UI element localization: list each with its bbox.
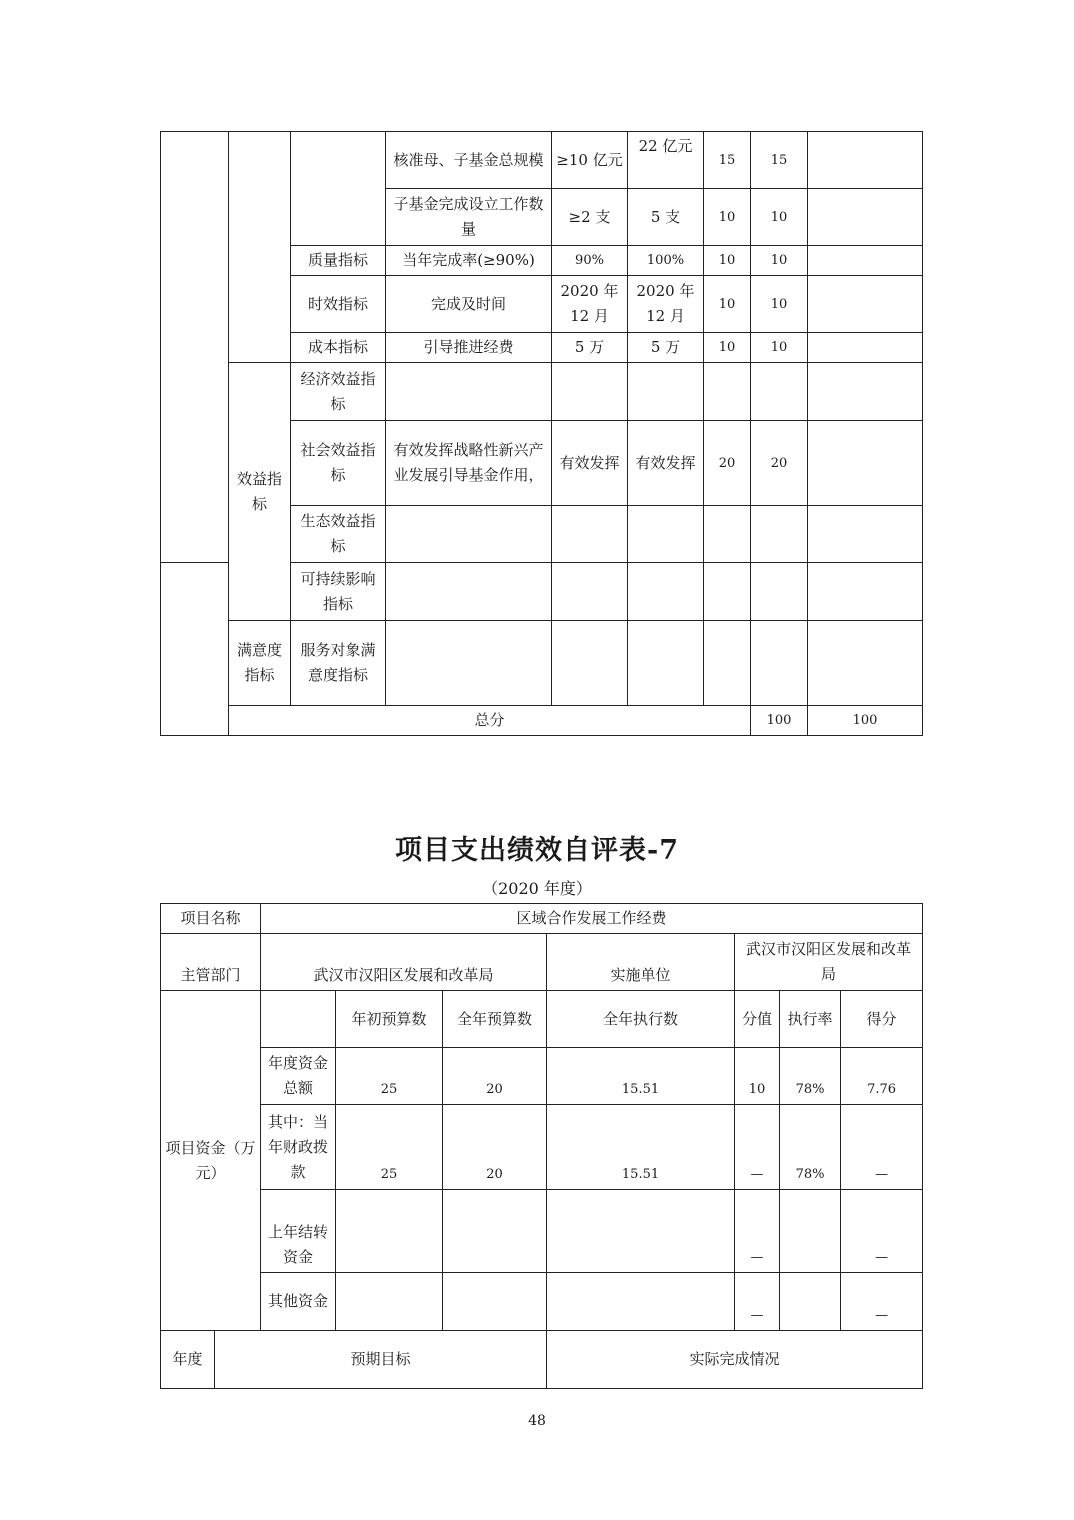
score: 7.76 <box>841 1048 923 1105</box>
note-cell <box>808 246 923 276</box>
target-value: 5 万 <box>552 333 628 363</box>
score-value <box>751 506 808 563</box>
actual-value <box>628 363 704 421</box>
indicator-name: 当年完成率(≥90%) <box>386 246 552 276</box>
total-score-label: 总分 <box>229 706 751 736</box>
output-indicator-cell <box>229 132 291 363</box>
initial-budget: 25 <box>336 1048 443 1105</box>
weight-value: 10 <box>704 189 751 246</box>
rate <box>780 1273 841 1331</box>
page-number: 48 <box>528 1413 546 1429</box>
actual-value: 22 亿元 <box>628 132 704 189</box>
impl-value: 武汉市汉阳区发展和改革局 <box>735 934 923 991</box>
score-value: 20 <box>751 421 808 506</box>
project-expenditure-table <box>160 903 923 1389</box>
impl-label: 实施单位 <box>547 934 735 991</box>
total-weight: 100 <box>751 706 808 736</box>
score-value: 10 <box>751 246 808 276</box>
weight-value: 15 <box>704 132 751 189</box>
row-label: 其中：当年财政拨款 <box>261 1105 336 1190</box>
total-score: 100 <box>808 706 923 736</box>
weight: 10 <box>735 1048 780 1105</box>
satisfaction-indicator-label: 满意度指标 <box>229 621 291 706</box>
weight-value: 10 <box>704 246 751 276</box>
indicator-name <box>386 621 552 706</box>
target-value: ≥10 亿元 <box>552 132 628 189</box>
actual-value <box>628 621 704 706</box>
weight-value <box>704 563 751 621</box>
score-value <box>751 563 808 621</box>
annual-budget <box>443 1273 547 1331</box>
economic-benefit-label: 经济效益指标 <box>291 363 386 421</box>
actual-value <box>628 506 704 563</box>
goal-blank-cell-cont <box>161 563 229 736</box>
indicator-name: 引导推进经费 <box>386 333 552 363</box>
rate: 78% <box>780 1105 841 1190</box>
year-label: 年度 <box>161 1331 215 1389</box>
target-value <box>552 363 628 421</box>
target-value: ≥2 支 <box>552 189 628 246</box>
score-value <box>751 363 808 421</box>
indicator-name <box>386 506 552 563</box>
initial-budget: 25 <box>336 1105 443 1190</box>
score-value: 15 <box>751 132 808 189</box>
target-value <box>552 563 628 621</box>
project-name-label: 项目名称 <box>161 904 261 934</box>
annual-budget <box>443 1190 547 1273</box>
annual-budget: 20 <box>443 1105 547 1190</box>
indicator-name: 子基金完成设立工作数量 <box>386 189 552 246</box>
timeliness-indicator-label: 时效指标 <box>291 276 386 333</box>
fiscal-year: （2020 年度） <box>482 879 592 898</box>
note-cell <box>808 333 923 363</box>
score-value: 10 <box>751 189 808 246</box>
initial-budget <box>336 1190 443 1273</box>
note-cell <box>808 363 923 421</box>
page-title: 项目支出绩效自评表-7 <box>395 835 679 866</box>
actual-value <box>628 563 704 621</box>
note-cell <box>808 621 923 706</box>
score: — <box>841 1190 923 1273</box>
score: — <box>841 1105 923 1190</box>
executed: 15.51 <box>547 1048 735 1105</box>
performance-indicators-table <box>160 131 923 736</box>
weight-value: 10 <box>704 333 751 363</box>
executed <box>547 1190 735 1273</box>
expected-goal-label: 预期目标 <box>215 1331 547 1389</box>
note-cell <box>808 421 923 506</box>
header-weight: 分值 <box>735 991 780 1048</box>
dept-label: 主管部门 <box>161 934 261 991</box>
header-executed: 全年执行数 <box>547 991 735 1048</box>
target-value: 有效发挥 <box>552 421 628 506</box>
actual-value: 5 万 <box>628 333 704 363</box>
actual-completion-label: 实际完成情况 <box>547 1331 923 1389</box>
header-score: 得分 <box>841 991 923 1048</box>
dept-value: 武汉市汉阳区发展和改革局 <box>261 934 547 991</box>
indicator-name <box>386 563 552 621</box>
score-value: 10 <box>751 276 808 333</box>
target-value <box>552 506 628 563</box>
weight-value: 20 <box>704 421 751 506</box>
indicator-name: 有效发挥战略性新兴产业发展引导基金作用， <box>386 421 552 506</box>
indicator-name: 核准母、子基金总规模 <box>386 132 552 189</box>
row-label: 上年结转资金 <box>261 1190 336 1273</box>
quantity-indicator-cell <box>291 132 386 246</box>
row-label: 其他资金 <box>261 1273 336 1331</box>
benefit-indicator-label: 效益指标 <box>229 363 291 621</box>
weight: — <box>735 1190 780 1273</box>
ecological-benefit-label: 生态效益指标 <box>291 506 386 563</box>
score-value: 10 <box>751 333 808 363</box>
weight-value <box>704 506 751 563</box>
executed: 15.51 <box>547 1105 735 1190</box>
note-cell <box>808 189 923 246</box>
social-benefit-label: 社会效益指标 <box>291 421 386 506</box>
weight: — <box>735 1273 780 1331</box>
target-value: 2020 年12 月 <box>552 276 628 333</box>
initial-budget <box>336 1273 443 1331</box>
note-cell <box>808 132 923 189</box>
target-value <box>552 621 628 706</box>
indicator-name <box>386 363 552 421</box>
executed <box>547 1273 735 1331</box>
header-blank <box>261 991 336 1048</box>
header-annual-budget: 全年预算数 <box>443 991 547 1048</box>
header-rate: 执行率 <box>780 991 841 1048</box>
weight-value: 10 <box>704 276 751 333</box>
actual-value: 2020 年12 月 <box>628 276 704 333</box>
weight-value <box>704 621 751 706</box>
indicator-name: 完成及时间 <box>386 276 552 333</box>
score: — <box>841 1273 923 1331</box>
annual-budget: 20 <box>443 1048 547 1105</box>
fund-label: 项目资金（万元） <box>161 991 261 1331</box>
service-satisfaction-label: 服务对象满意度指标 <box>291 621 386 706</box>
actual-value: 100% <box>628 246 704 276</box>
actual-value: 有效发挥 <box>628 421 704 506</box>
note-cell <box>808 276 923 333</box>
cost-indicator-label: 成本指标 <box>291 333 386 363</box>
weight-value <box>704 363 751 421</box>
sustainable-impact-label: 可持续影响指标 <box>291 563 386 621</box>
goal-blank-cell <box>161 132 229 563</box>
weight: — <box>735 1105 780 1190</box>
note-cell <box>808 563 923 621</box>
quality-indicator-label: 质量指标 <box>291 246 386 276</box>
rate: 78% <box>780 1048 841 1105</box>
note-cell <box>808 506 923 563</box>
actual-value: 5 支 <box>628 189 704 246</box>
project-name: 区域合作发展工作经费 <box>261 904 923 934</box>
score-value <box>751 621 808 706</box>
row-label: 年度资金总额 <box>261 1048 336 1105</box>
header-initial-budget: 年初预算数 <box>336 991 443 1048</box>
target-value: 90% <box>552 246 628 276</box>
rate <box>780 1190 841 1273</box>
